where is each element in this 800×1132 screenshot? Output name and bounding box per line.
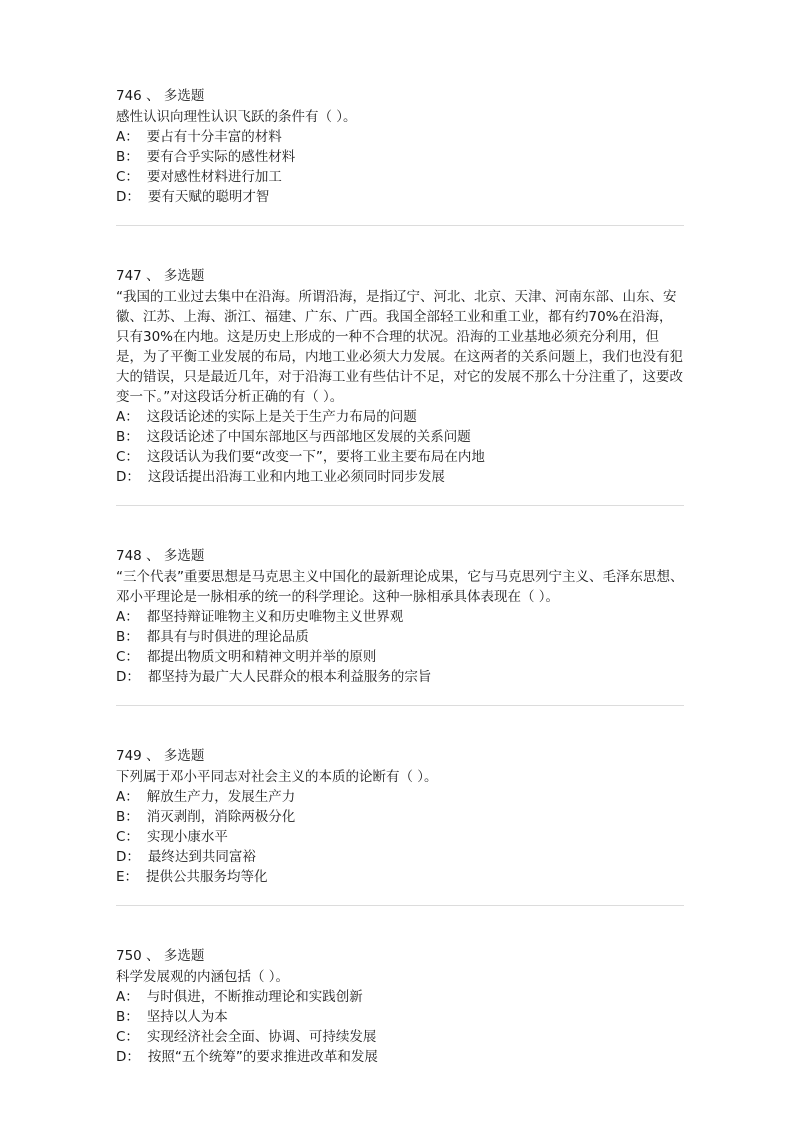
question-stem: 下列属于邓小平同志对社会主义的本质的论断有（ ）。 <box>116 769 438 785</box>
question-header <box>116 546 684 566</box>
answer-option <box>116 667 684 687</box>
option-letter: C： <box>116 169 139 185</box>
question-block <box>116 86 684 207</box>
question-block <box>116 946 684 1067</box>
option-letter: D： <box>116 189 140 205</box>
option-text: 要占有十分丰富的材料 <box>146 129 282 145</box>
option-text: 要有天赋的聪明才智 <box>147 189 270 205</box>
option-letter: C： <box>116 449 139 465</box>
question-number: 750 <box>116 948 142 964</box>
question-separator: 、 <box>146 748 160 764</box>
answer-option <box>116 467 684 487</box>
option-text: 都坚持为最广大人民群众的根本利益服务的宗旨 <box>147 669 432 685</box>
question-block <box>116 546 684 687</box>
option-letter: B： <box>116 149 139 165</box>
answer-option <box>116 167 684 187</box>
question-separator: 、 <box>146 88 160 104</box>
option-letter: D： <box>116 469 140 485</box>
question-type: 多选题 <box>163 268 205 284</box>
option-text: 这段话认为我们要“改变一下”，要将工业主要布局在内地 <box>146 449 485 465</box>
answer-option <box>116 407 684 427</box>
question-number: 747 <box>116 268 142 284</box>
option-text: 都具有与时俱进的理论品质 <box>146 629 309 645</box>
option-text: 这段话提出沿海工业和内地工业必须同时同步发展 <box>147 469 445 485</box>
option-letter: B： <box>116 629 139 645</box>
option-text: 与时俱进，不断推动理论和实践创新 <box>146 989 363 1005</box>
option-letter: C： <box>116 649 139 665</box>
option-text: 实现小康水平 <box>146 829 228 845</box>
answer-option <box>116 1027 684 1047</box>
option-text: 要有合乎实际的感性材料 <box>146 149 296 165</box>
answer-option <box>116 647 684 667</box>
answer-option <box>116 987 684 1007</box>
question-type: 多选题 <box>163 548 205 564</box>
option-text: 要对感性材料进行加工 <box>146 169 282 185</box>
question-type: 多选题 <box>163 88 205 104</box>
question-separator: 、 <box>146 268 160 284</box>
option-text: 解放生产力，发展生产力 <box>146 789 296 805</box>
answer-option <box>116 147 684 167</box>
option-letter: C： <box>116 829 139 845</box>
question-separator: 、 <box>146 948 160 964</box>
option-text: 消灭剥削，消除两极分化 <box>146 809 296 825</box>
answer-option <box>116 127 684 147</box>
option-letter: A： <box>116 129 139 145</box>
answer-option <box>116 827 684 847</box>
option-letter: B： <box>116 429 139 445</box>
question-list <box>116 86 684 1067</box>
option-letter: A： <box>116 789 139 805</box>
option-letter: C： <box>116 1029 139 1045</box>
option-text: 提供公共服务均等化 <box>146 869 268 885</box>
question-stem: 科学发展观的内涵包括（ ）。 <box>116 969 290 985</box>
option-letter: A： <box>116 409 139 425</box>
answer-option <box>116 427 684 447</box>
question-number: 748 <box>116 548 142 564</box>
answer-option <box>116 447 684 467</box>
question-divider <box>116 225 684 226</box>
question-header <box>116 746 684 766</box>
option-letter: A： <box>116 989 139 1005</box>
option-letter: E： <box>116 869 139 885</box>
answer-option <box>116 1007 684 1027</box>
question-divider <box>116 905 684 906</box>
question-type: 多选题 <box>163 748 205 764</box>
answer-option <box>116 607 684 627</box>
option-text: 最终达到共同富裕 <box>147 849 256 865</box>
answer-option <box>116 187 684 207</box>
question-block <box>116 266 684 487</box>
question-block <box>116 746 684 887</box>
answer-option <box>116 807 684 827</box>
option-text: 按照“五个统筹”的要求推进改革和发展 <box>147 1049 378 1065</box>
answer-option <box>116 847 684 867</box>
answer-option <box>116 1047 684 1067</box>
option-text: 都坚持辩证唯物主义和历史唯物主义世界观 <box>146 609 404 625</box>
option-letter: D： <box>116 1049 140 1065</box>
option-text: 这段话论述的实际上是关于生产力布局的问题 <box>146 409 417 425</box>
question-number: 746 <box>116 88 142 104</box>
answer-option <box>116 867 684 887</box>
option-letter: A： <box>116 609 139 625</box>
question-stem: “三个代表”重要思想是马克思主义中国化的最新理论成果，它与马克思列宁主义、毛泽东思想、邓小平理论是一脉相承的统一的科学理论。这种一脉相承具体表现在（ ）。 <box>116 569 684 605</box>
option-text: 这段话论述了中国东部地区与西部地区发展的关系问题 <box>146 429 471 445</box>
option-text: 坚持以人为本 <box>146 1009 228 1025</box>
option-text: 都提出物质文明和精神文明并举的原则 <box>146 649 377 665</box>
question-stem: “我国的工业过去集中在沿海。所谓沿海，是指辽宁、河北、北京、天津、河南东部、山东、安徽、江苏、上海、浙江、福建、广东、广西。我国全部轻工业和重工业，都有约70%在沿海，只有30%在内地。这是历史上形成的一种不合理的状况。沿海的工业基地必须充分利用，但是，为了平衡工业发展的布局，内地工业必须大力发展。在这两者的关系问题上，我们也没有犯大的错误，只是最近几年，对于沿海工业有些估计不足，对它的发展不那么十分注重了，这要改变一下。”对这段话分析正确的有（ ）。 <box>116 289 683 405</box>
answer-option <box>116 627 684 647</box>
question-header <box>116 266 684 286</box>
question-type: 多选题 <box>163 948 205 964</box>
question-separator: 、 <box>146 548 160 564</box>
option-text: 实现经济社会全面、协调、可持续发展 <box>146 1029 377 1045</box>
question-number: 749 <box>116 748 142 764</box>
question-header <box>116 86 684 106</box>
question-stem: 感性认识向理性认识飞跃的条件有（ ）。 <box>116 109 357 125</box>
option-letter: D： <box>116 849 140 865</box>
question-divider <box>116 705 684 706</box>
question-header <box>116 946 684 966</box>
option-letter: B： <box>116 1009 139 1025</box>
option-letter: D： <box>116 669 140 685</box>
answer-option <box>116 787 684 807</box>
option-letter: B： <box>116 809 139 825</box>
question-divider <box>116 505 684 506</box>
